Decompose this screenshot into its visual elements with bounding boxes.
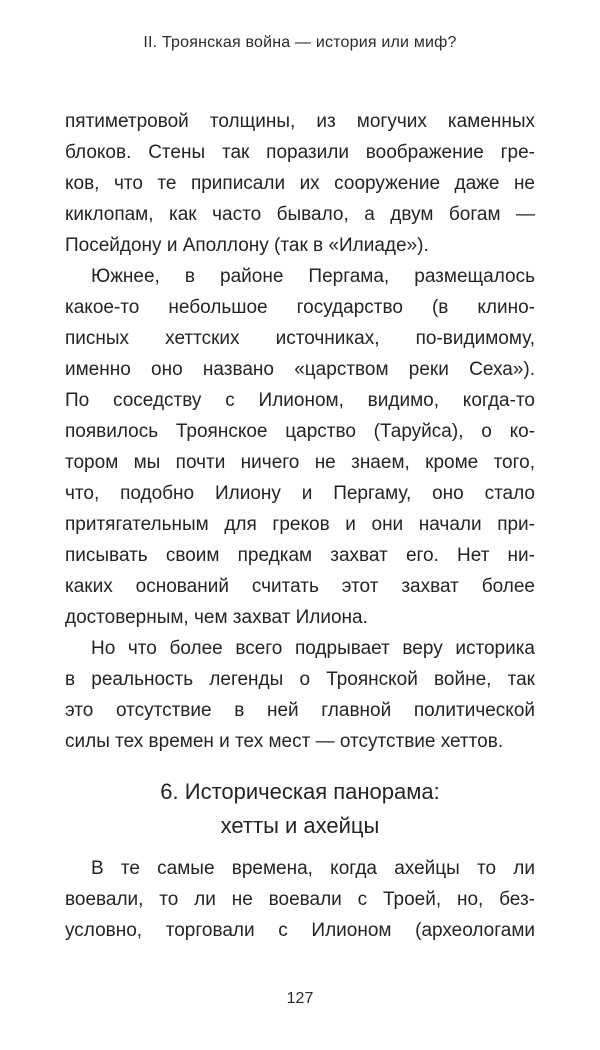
text-line: ков, что те приписали их сооружение даже не (65, 173, 535, 194)
text-line: тором мы почти ничего не знаем, кроме того, (65, 452, 535, 473)
text-line: что, подобно Илиону и Пергаму, оно стало (65, 483, 535, 504)
text-line: появилось Троянское царство (Таруйса), о ко- (65, 421, 535, 442)
text-line: именно оно названо «царством реки Сеха»). (65, 359, 535, 380)
text-line: Южнее, в районе Пергама, размещалось (91, 266, 535, 287)
section-heading (65, 775, 535, 843)
page-number: 127 (286, 990, 314, 1007)
text-line: Но что более всего подрывает веру историка (91, 638, 535, 659)
text-line: писных хеттских источниках, по-видимому, (65, 328, 535, 349)
text-line: условно, торговали с Илионом (археологами (65, 920, 535, 941)
text-line: в реальность легенды о Троянской войне, так (65, 669, 535, 690)
text-line: воевали, то ли не воевали с Троей, но, без- (65, 889, 535, 910)
text-line: писывать своим предкам захват его. Нет ни- (65, 545, 535, 566)
section-heading-line: хетты и ахейцы (220, 813, 380, 838)
paragraph (65, 853, 535, 946)
section-heading-line: 6. Историческая панорама: (160, 779, 440, 804)
text-line: пятиметровой толщины, из могучих каменных (65, 111, 535, 132)
chapter-running-header: II. Троянская война — история или миф? (143, 34, 457, 51)
paragraph-continuation (65, 106, 535, 261)
text-line: Посейдону и Аполлону (так в «Илиаде»). (65, 235, 429, 256)
text-line: блоков. Стены так поразили воображение гре- (65, 142, 535, 163)
text-line: По соседству с Илионом, видимо, когда-то (65, 390, 535, 411)
paragraph (65, 633, 535, 757)
text-line: притягательным для греков и они начали при- (65, 514, 535, 535)
text-line: это отсутствие в ней главной политической (65, 700, 535, 721)
paragraph (65, 261, 535, 633)
page-content (65, 106, 535, 946)
text-line: достоверным, чем захват Илиона. (65, 607, 368, 628)
text-line: В те самые времена, когда ахейцы то ли (91, 858, 535, 879)
text-line: киклопам, как часто бывало, а двум богам — (65, 204, 535, 225)
text-line: каких оснований считать этот захват более (65, 576, 535, 597)
text-line: какое-то небольшое государство (в клино- (65, 297, 535, 318)
text-line: силы тех времен и тех мест — отсутствие хеттов. (65, 731, 504, 752)
